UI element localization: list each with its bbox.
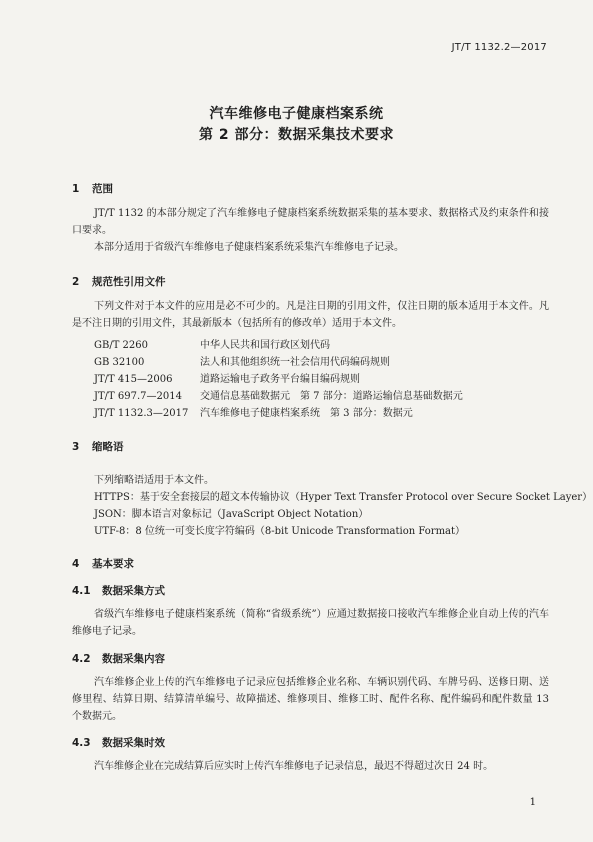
reference-title: 法人和其他组织统一社会信用代码编码规则 xyxy=(200,357,390,368)
document-title-line1: 汽车维修电子健康档案系统 xyxy=(209,106,384,122)
section-4-heading xyxy=(72,556,134,571)
section-number: 1 xyxy=(72,183,80,195)
subsection-number: 4.2 xyxy=(72,653,91,665)
section-4-1-paragraph: 省级汽车维修电子健康档案系统（简称“省级系统”）应通过数据接口接收汽车维修企业自动上传的汽车维修电子记录。 xyxy=(72,609,549,637)
reference-code: GB/T 2260 xyxy=(94,340,149,351)
reference-item xyxy=(94,370,360,385)
reference-code: JT/T 1132.3—2017 xyxy=(94,408,189,419)
section-3-heading xyxy=(72,439,124,454)
reference-code: JT/T 697.7—2014 xyxy=(94,391,182,402)
subsection-title: 数据采集方式 xyxy=(102,585,165,597)
section-1-paragraph-1: JT/T 1132 的本部分规定了汽车维修电子健康档案系统数据采集的基本要求、数据格式及约束条件和接口要求。 xyxy=(72,208,549,236)
section-number: 3 xyxy=(72,441,80,453)
section-title: 缩略语 xyxy=(92,441,124,453)
section-title: 范围 xyxy=(92,183,113,195)
subsection-title: 数据采集时效 xyxy=(102,737,165,749)
reference-code: GB 32100 xyxy=(94,357,145,368)
abbreviation-item: UTF-8：8 位统一可变长度字符编码（8-bit Unicode Transformation Format） xyxy=(94,526,466,537)
section-4-3-paragraph: 汽车维修企业在完成结算后应实时上传汽车维修电子记录信息，最迟不得超过次日 24 时。 xyxy=(94,761,494,772)
subsection-number: 4.3 xyxy=(72,737,91,749)
reference-item xyxy=(94,336,330,351)
section-1-paragraph-2: 本部分适用于省级汽车维修电子健康档案系统采集汽车维修电子记录。 xyxy=(94,242,404,253)
section-title: 基本要求 xyxy=(92,558,134,570)
subsection-title: 数据采集内容 xyxy=(102,653,165,665)
abbreviation-intro: 下列缩略语适用于本文件。 xyxy=(94,475,214,486)
abbreviation-item: HTTPS：基于安全套接层的超文本传输协议（Hyper Text Transfer Protocol over Secure Socket Layer） xyxy=(94,492,593,503)
standard-code: JT/T 1132.2—2017 xyxy=(451,42,547,53)
reference-code: JT/T 415—2006 xyxy=(94,374,173,385)
section-title: 规范性引用文件 xyxy=(92,276,166,288)
reference-item xyxy=(94,404,413,419)
reference-title: 汽车维修电子健康档案系统 第 3 部分：数据元 xyxy=(200,408,413,419)
page-number: 1 xyxy=(529,797,536,808)
section-4-2-heading xyxy=(72,651,165,666)
section-2-heading xyxy=(72,274,166,289)
section-1-heading xyxy=(72,181,113,196)
section-4-1-heading xyxy=(72,583,165,598)
reference-item xyxy=(94,387,463,402)
section-4-3-heading xyxy=(72,735,165,750)
section-number: 4 xyxy=(72,558,80,570)
section-2-paragraph-1: 下列文件对于本文件的应用是必不可少的。凡是注日期的引用文件，仅注日期的版本适用于本文件。凡是不注日期的引用文件，其最新版本（包括所有的修改单）适用于本文件。 xyxy=(72,301,549,329)
document-title-line2: 第 2 部分：数据采集技术要求 xyxy=(199,127,394,143)
reference-item xyxy=(94,353,390,368)
reference-title: 交通信息基础数据元 第 7 部分：道路运输信息基础数据元 xyxy=(200,391,463,402)
reference-title: 道路运输电子政务平台编目编码规则 xyxy=(200,374,360,385)
section-number: 2 xyxy=(72,276,80,288)
subsection-number: 4.1 xyxy=(72,585,91,597)
abbreviation-item: JSON：脚本语言对象标记（JavaScript Object Notation） xyxy=(94,509,369,520)
reference-title: 中华人民共和国行政区划代码 xyxy=(200,340,330,351)
section-4-2-paragraph: 汽车维修企业上传的汽车维修电子记录应包括维修企业名称、车辆识别代码、车牌号码、送修日期、送修里程、结算日期、结算清单编号、故障描述、维修项目、维修工时、配件名称、配件编码和配件数量 13 个数据元。 xyxy=(72,677,549,722)
